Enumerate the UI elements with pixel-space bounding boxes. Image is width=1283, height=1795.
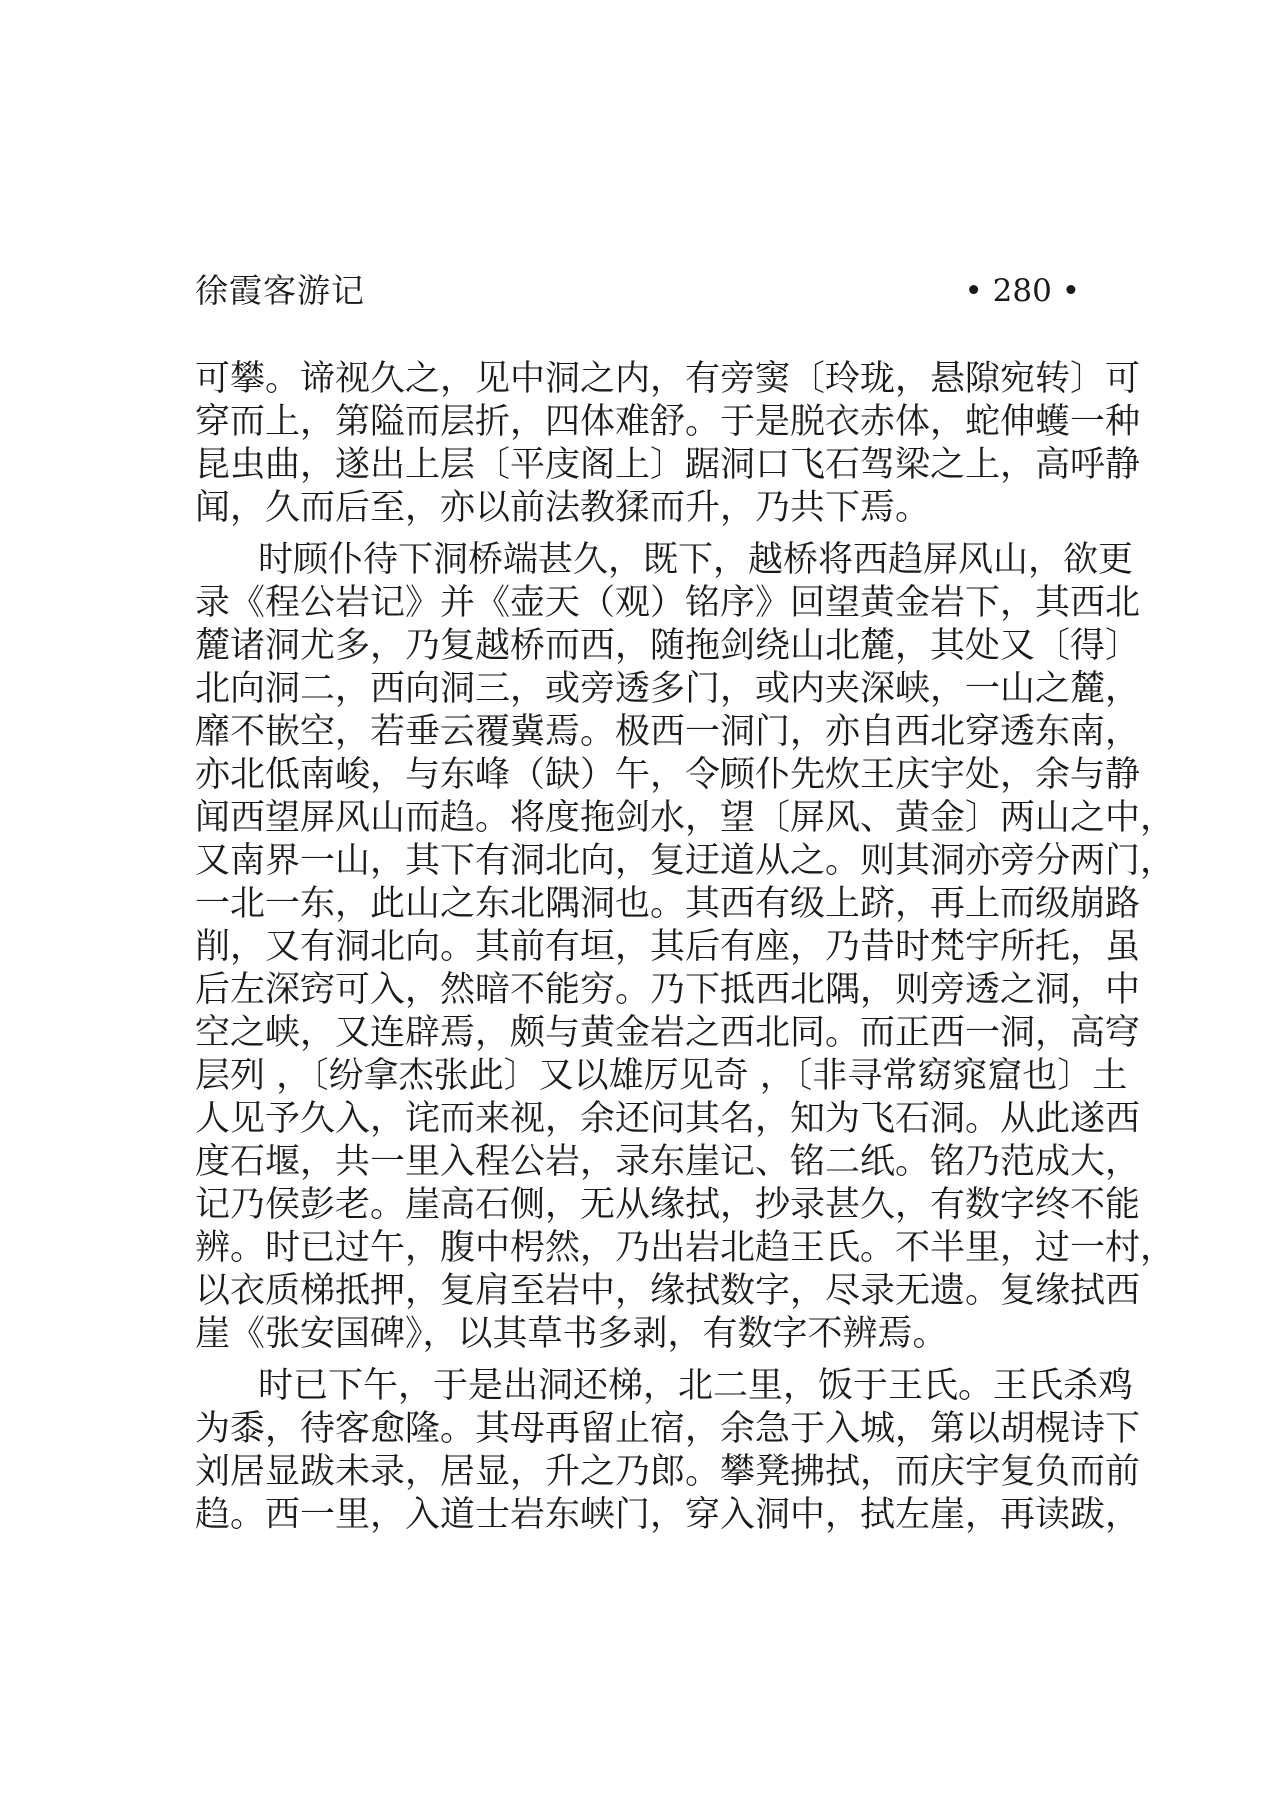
page-body <box>195 358 1176 1537</box>
page-header <box>195 268 1080 314</box>
text-line: 穿而上，第隘而层折，四体难舒。于是脱衣赤体，蛇伸蠖一种 <box>195 402 1141 442</box>
text-line-first: 时已下午，于是出洞还梯，北二里，饭于王氏。王氏杀鸡 <box>258 1366 1134 1406</box>
text-line: 记乃侯彭老。崖高石侧，无从缘拭，抄录甚久，有数字终不能 <box>195 1185 1141 1225</box>
text-line: 昆虫曲，遂出上层〔平庋阁上〕踞洞口飞石驾梁之上，高呼静 <box>195 445 1141 485</box>
text-line: 靡不嵌空，若垂云覆冀焉。极西一洞门，亦自西北穿透东南， <box>195 712 1141 752</box>
text-line: 趋。西一里，入道士岩东峡门，穿入洞中，拭左崖，再读跋， <box>195 1495 1141 1535</box>
text-line: 空之峡，又连辟焉，颇与黄金岩之西北同。而正西一洞，高穹 <box>195 1013 1141 1053</box>
text-line: 录《程公岩记》并《壶天（观）铭序》回望黄金岩下，其西北 <box>195 583 1141 623</box>
text-line: 度石堰，共一里入程公岩，录东崖记、铭二纸。铭乃范成大， <box>195 1142 1141 1182</box>
text-line: 以衣质梯抵押，复肩至岩中，缘拭数字，尽录无遗。复缘拭西 <box>195 1271 1141 1311</box>
book-title: 徐霞客游记 <box>195 271 365 310</box>
text-line: 闻西望屏风山而趋。将度拖剑水，望〔屏风、黄金〕两山之中， <box>195 798 1176 838</box>
text-line: 可攀。谛视久之，见中洞之内，有旁窦〔玲珑，悬隙宛转〕可 <box>195 359 1141 399</box>
paragraph-1 <box>195 358 1141 530</box>
text-line: 层列 ，〔纷拿杰张此〕又以雄厉见奇 ，〔非寻常窈窕窟也〕土 <box>195 1056 1128 1096</box>
text-line: 削，又有洞北向。其前有垣，其后有座，乃昔时梵宇所托，虽 <box>195 927 1141 967</box>
text-line: 为黍，待客愈隆。其母再留止宿，余急于入城，第以胡榥诗下 <box>195 1409 1141 1449</box>
text-line: 又南界一山，其下有洞北向，复迂道从之。则其洞亦旁分两门， <box>195 841 1176 881</box>
text-line: 闻，久而后至，亦以前法教猱而升，乃共下焉。 <box>195 488 931 528</box>
text-line: 人见予久入，诧而来视，余还问其名，知为飞石洞。从此遂西 <box>195 1099 1141 1139</box>
text-line: 一北一东，此山之东北隅洞也。其西有级上跻，再上而级崩路 <box>195 884 1141 924</box>
page-number: • 280 • <box>964 273 1080 309</box>
paragraph-3 <box>195 1365 1141 1537</box>
text-line: 北向洞二，西向洞三，或旁透多门，或内夹深峡，一山之麓， <box>195 669 1141 709</box>
text-line: 辨。时已过午，腹中枵然，乃出岩北趋王氏。不半里，过一村， <box>195 1228 1176 1268</box>
text-line: 亦北低南峻，与东峰（缺）午，令顾仆先炊王庆宇处，余与静 <box>195 755 1141 795</box>
text-line: 后左深窍可入，然暗不能穷。乃下抵西北隅，则旁透之洞，中 <box>195 970 1141 1010</box>
text-line: 刘居显跋未录，居显，升之乃郎。攀凳拂拭，而庆宇复负而前 <box>195 1452 1141 1492</box>
text-line-first: 时顾仆待下洞桥端甚久，既下，越桥将西趋屏风山，欲更 <box>258 540 1134 580</box>
text-line: 麓诸洞尤多，乃复越桥而西，随拖剑绕山北麓，其处又〔得〕 <box>195 626 1141 666</box>
text-line: 崖《张安国碑》，以其草书多剥，有数字不辨焉。 <box>195 1314 948 1354</box>
paragraph-2 <box>195 539 1176 1356</box>
